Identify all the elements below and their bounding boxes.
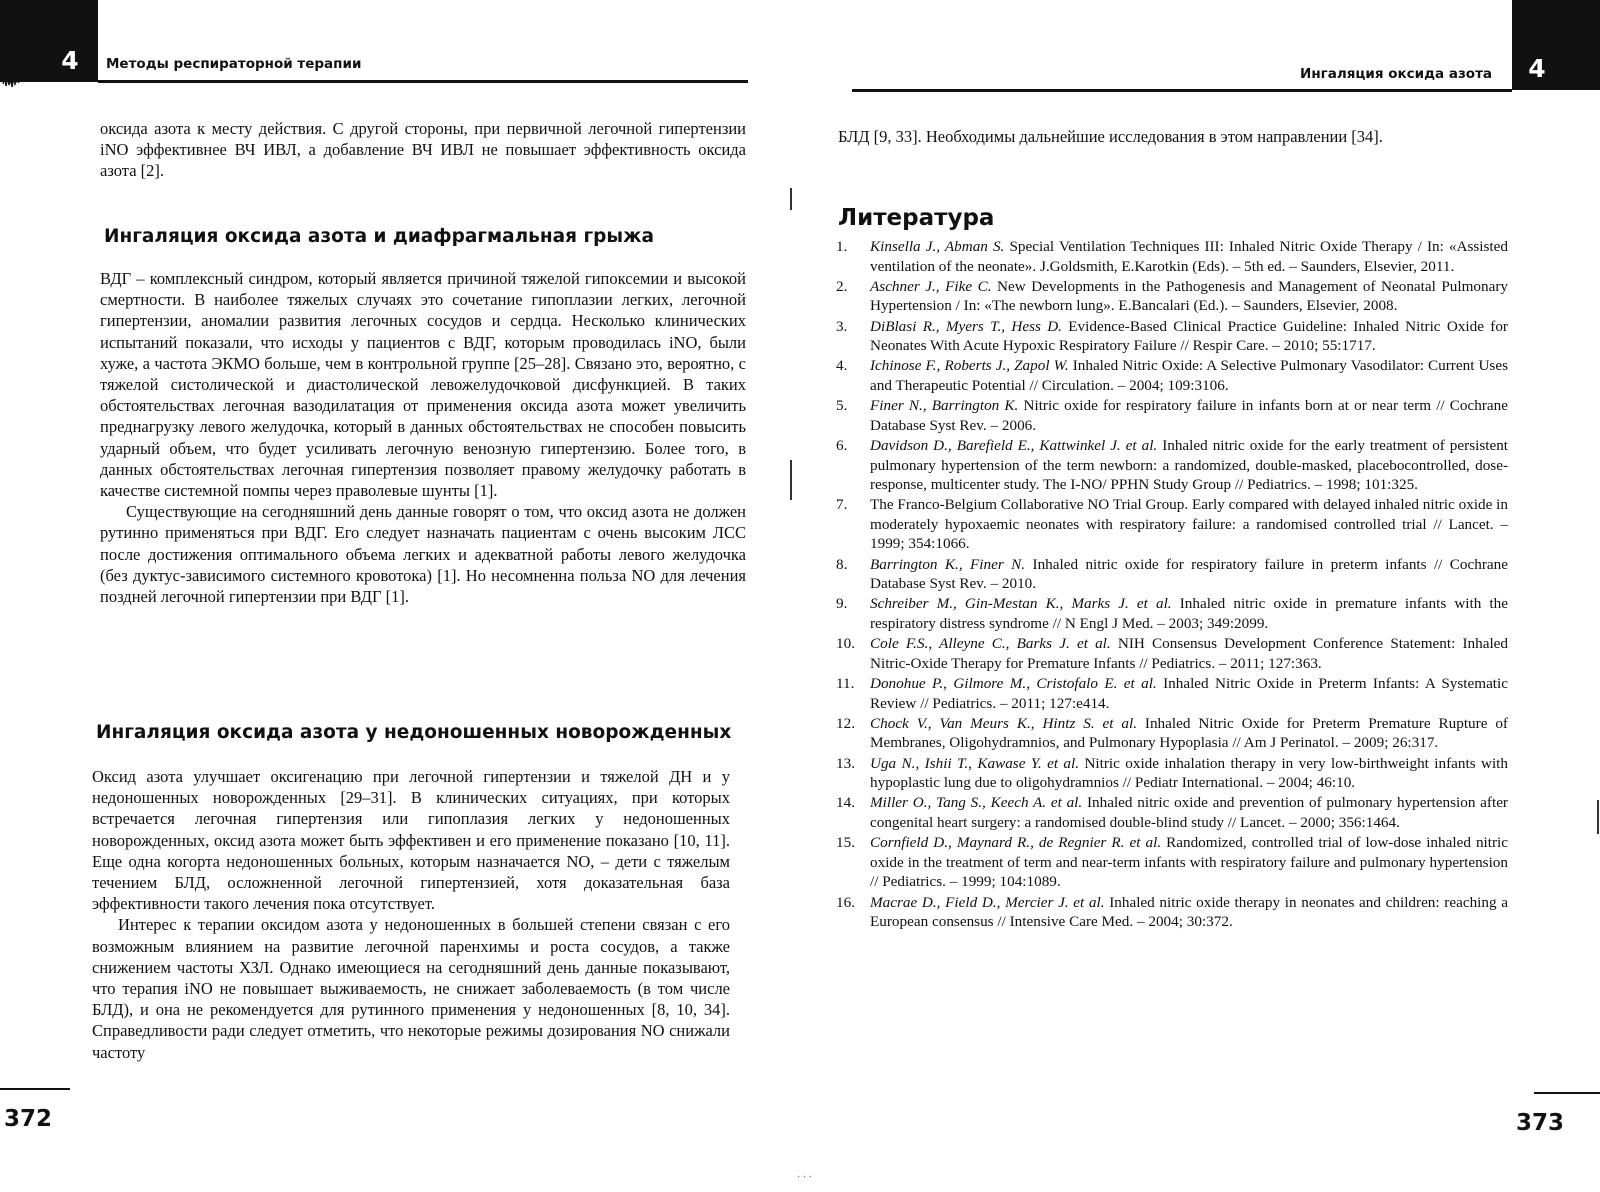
reference-text	[870, 594, 1508, 633]
page-number: 372	[4, 1106, 53, 1132]
reference-text	[870, 555, 1508, 594]
reference-citation: Evidence-Based Clinical Practice Guideline: Inhaled Nitric Oxide for Neonates With Acute Hypoxic Respiratory Failure // Respir Care. – 2010; 55:1717.	[870, 317, 1508, 355]
reference-item	[836, 833, 1508, 892]
reference-list	[836, 237, 1508, 932]
reference-item	[836, 674, 1508, 713]
reference-number: 14.	[836, 794, 855, 812]
reference-citation: New Developments in the Pathogenesis and Management of Neonatal Pulmonary Hypertension / In: «The newborn lung». E.Bancalari (Ed.). – Saunders, Elsevier, 2008.	[870, 277, 1508, 315]
paragraph: Интерес к терапии оксидом азота у недоношенных в большей степени связан с его возможным влиянием на развитие легочной паренхимы и роста сосудов, а также снижением частоты ХЗЛ. Однако имеющиеся на сегодняшний день данные показывают, что терапия iNO не повышает выживаемость, не снижает заболеваемость (в том числе БЛД), и она не рекомендуется для рутинного применения у недоношенных [8, 10, 34]. Справедливости ради следует отметить, что некоторые режимы дозирования NO снижали частоту	[92, 915, 730, 1062]
reference-authors: Kinsella J., Abman S.	[870, 238, 1005, 255]
paragraph: ВДГ – комплексный синдром, который является причиной тяжелой гипоксемии и высокой смертности. В наиболее тяжелых случаях это сочетание гипоплазии легких, легочной гипертензии, аномалии развития легочных сосудов и сердца. Несколько клинических испытаний показали, что исходы у пациентов с ВДГ, которым проводилась iNO, были хуже, а частота ЭКМО больше, чем в контрольной группе [25–28]. Связано это, вероятно, с тяжелой систолической и диастолической левожелудочковой дисфункцией. В таких обстоятельствах легочная вазодилатация от применения оксида азота может увеличить преднагрузку левого желудочка, который в данных обстоятельствах не способен повысить ударный объем, что будет усиливать легочную венозную гипертензию. Более того, в данных обстоятельствах легочная гипертензия позволяет правому желудочку работать в качестве системной помпы через праволевые шунты [1].	[100, 269, 746, 501]
reference-item	[836, 893, 1508, 932]
reference-authors: Cornfield D., Maynard R., de Regnier R. et al.	[870, 834, 1162, 852]
reference-number: 10.	[836, 635, 855, 653]
reference-authors: Finer N., Barrington K.	[870, 397, 1019, 415]
reference-item	[836, 396, 1508, 435]
reference-item	[836, 754, 1508, 793]
reference-text	[870, 833, 1508, 892]
reference-citation: Inhaled nitric oxide therapy in neonates and children: reaching a European consensus // Intensive Care Med. – 2004; 30:372.	[870, 893, 1508, 931]
reference-authors: Donohue P., Gilmore M., Cristofalo E. et al.	[870, 675, 1157, 692]
reference-item	[836, 436, 1508, 495]
reference-item	[836, 594, 1508, 633]
reference-text	[870, 893, 1508, 932]
right-page	[790, 0, 1600, 1192]
paragraph: оксида азота к месту действия. С другой стороны, при первичной легочной гипертензии iNO эффективнее ВЧ ИВЛ, а добавление ВЧ ИВЛ не повышает эффективность оксида азота [2].	[100, 119, 746, 181]
running-head: Ингаляция оксида азота	[1300, 66, 1492, 82]
chapter-tab: 4	[1512, 0, 1600, 90]
reference-number: 13.	[836, 754, 855, 772]
reference-citation: Inhaled nitric oxide in premature infants with the respiratory distress syndrome // N Engl J Med. – 2003; 349:2099.	[870, 595, 1508, 633]
reference-number: 2.	[836, 277, 848, 295]
reference-item	[836, 237, 1508, 276]
reference-number: 4.	[836, 357, 848, 375]
reference-citation: Randomized, controlled trial of low-dose inhaled nitric oxide in the treatment of term and near-term infants with respiratory failure and pulmonary hypertension // Pediatrics. – 1999; 104:1089.	[870, 834, 1508, 891]
scan-artifact-icon	[2, 74, 28, 88]
reference-number: 7.	[836, 496, 848, 514]
reference-number: 8.	[836, 555, 848, 573]
reference-citation: NIH Consensus Development Conference Statement: Inhaled Nitric-Oxide Therapy for Premature Infants // Pediatrics. – 2011; 127:363.	[870, 635, 1508, 672]
section-body	[100, 268, 746, 607]
reference-citation: Inhaled Nitric Oxide in Preterm Infants: A Systematic Review // Pediatrics. – 2011; 127:e414.	[870, 675, 1508, 712]
reference-item	[836, 634, 1508, 673]
footer-rule	[1534, 1092, 1600, 1094]
reference-item	[836, 356, 1508, 395]
reference-text	[870, 317, 1508, 356]
reference-citation: Special Ventilation Techniques III: Inhaled Nitric Oxide Therapy / In: «Assisted ventilation of the neonate». J.Goldsmith, E.Karotkin (Eds). – 5th ed. – Saunders, Elsevier, 2011.	[870, 238, 1508, 275]
reference-authors: Miller O., Tang S., Keech A. et al.	[870, 794, 1083, 812]
lead-paragraph: БЛД [9, 33]. Необходимы дальнейшие исследования в этом направлении [34].	[838, 127, 1383, 146]
header-rule	[852, 89, 1512, 92]
margin-mark	[1597, 800, 1599, 834]
reference-citation: Inhaled Nitric Oxide: A Selective Pulmonary Vasodilator: Current Uses and Therapeutic Potential // Circulation. – 2004; 109:3106.	[870, 357, 1508, 394]
reference-text	[870, 396, 1508, 435]
reference-number: 1.	[836, 238, 848, 255]
reference-text	[870, 793, 1508, 832]
reference-number: 9.	[836, 595, 848, 613]
reference-item	[836, 793, 1508, 832]
reference-authors: Uga N., Ishii T., Kawase Y. et al.	[870, 754, 1080, 772]
reference-citation: The Franco-Belgium Collaborative NO Trial Group. Early compared with delayed inhaled nitric oxide in moderately hypoxaemic neonates with respiratory failure: a randomised controlled trial // Lancet. – 1999; 354:1066.	[870, 496, 1508, 553]
reference-text	[870, 714, 1508, 753]
reference-citation: Nitric oxide inhalation therapy in very low-birthweight infants with hypoplastic lung due to oligohydramnios // Pediatr International. – 2004; 46:10.	[870, 754, 1508, 792]
reference-text	[870, 356, 1508, 395]
reference-citation: Nitric oxide for respiratory failure in infants born at or near term // Cochrane Database Syst Rev. – 2006.	[870, 397, 1508, 434]
gutter-mark: · · ·	[797, 1172, 812, 1183]
paragraph: Существующие на сегодняшний день данные говорят о том, что оксид азота не должен рутинно применяться при ВДГ. Его следует назначать пациентам с очень высоким ЛСС после достижения оптимального объема легких и адекватной работы левого желудочка (без дуктус-зависимого системного кровотока) [1]. Но несомненна польза NO для лечения поздней легочной гипертензии при ВДГ [1].	[100, 502, 746, 607]
reference-number: 15.	[836, 834, 855, 852]
reference-item	[836, 714, 1508, 753]
reference-number: 16.	[836, 893, 855, 911]
reference-text	[870, 754, 1508, 793]
reference-authors: Macrae D., Field D., Mercier J. et al.	[870, 893, 1105, 911]
margin-mark	[790, 188, 792, 210]
header-rule	[98, 80, 748, 83]
chapter-tab: 4	[0, 0, 98, 82]
reference-authors: DiBlasi R., Myers T., Hess D.	[870, 317, 1062, 335]
page-number: 373	[1515, 1110, 1564, 1136]
reference-text	[870, 277, 1508, 316]
section-title: Ингаляция оксида азота и диафрагмальная грыжа	[104, 226, 654, 247]
reference-number: 6.	[836, 436, 848, 454]
reference-text	[870, 495, 1508, 554]
reference-number: 5.	[836, 397, 848, 415]
reference-authors: Barrington K., Finer N.	[870, 555, 1026, 573]
reference-text	[870, 237, 1508, 276]
reference-authors: Cole F.S., Alleyne C., Barks J. et al.	[870, 635, 1111, 653]
left-page	[0, 0, 790, 1192]
reference-item	[836, 317, 1508, 356]
running-head: Методы респираторной терапии	[106, 56, 362, 72]
reference-authors: Aschner J., Fike C.	[870, 277, 992, 295]
reference-authors: Chock V., Van Meurs K., Hintz S. et al.	[870, 714, 1138, 732]
reference-number: 12.	[836, 714, 855, 732]
reference-item	[836, 555, 1508, 594]
reference-authors: Schreiber M., Gin-Mestan K., Marks J. et al.	[870, 595, 1172, 613]
reference-citation: Inhaled nitric oxide and prevention of pulmonary hypertension after congenital heart surgery: a randomised double-blind study // Lancet. – 2000; 356:1464.	[870, 794, 1508, 831]
section-body	[92, 766, 730, 1063]
reference-number: 3.	[836, 317, 848, 335]
reference-text	[870, 674, 1508, 713]
margin-mark	[790, 460, 792, 500]
reference-citation: Inhaled Nitric Oxide for Preterm Premature Rupture of Membranes, Oligohydramnios, and Pulmonary Hypoplasia // Am J Perinatol. – 2009; 26:317.	[870, 714, 1508, 752]
footer-rule	[0, 1088, 70, 1090]
references-title: Литература	[838, 205, 995, 231]
reference-authors: Ichinose F., Roberts J., Zapol W.	[870, 357, 1069, 375]
reference-citation: Inhaled nitric oxide for the early treatment of persistent pulmonary hypertension of the term newborn: a randomized, double-masked, placebocontrolled, dose-response, multicenter study. The I-NO/ PPHN Study Group // Pediatrics. – 1998; 101:325.	[870, 436, 1509, 494]
section-title: Ингаляция оксида азота у недоношенных новорожденных	[96, 722, 732, 743]
reference-authors: Davidson D., Barefield E., Kattwinkel J. et al.	[870, 436, 1158, 454]
reference-text	[870, 634, 1508, 673]
paragraph: Оксид азота улучшает оксигенацию при легочной гипертензии и тяжелой ДН и у недоношенных новорожденных [29–31]. В клинических ситуациях, при которых встречается легочная гипертензия или гипоплазия легких у недоношенных новорожденных, оксид азота может быть эффективен и его применение показано [10, 11]. Еще одна когорта недоношенных больных, которым назначается NO, – дети с тяжелым течением БЛД, осложненной легочной гипертензией, хотя доказательная база эффективности такого лечения пока отсутствует.	[92, 767, 730, 914]
reference-item	[836, 495, 1508, 554]
reference-item	[836, 277, 1508, 316]
intro-paragraph	[100, 118, 746, 182]
reference-text	[870, 436, 1508, 495]
reference-citation: Inhaled nitric oxide for respiratory failure in preterm infants // Cochrane Database Syst Rev. – 2010.	[870, 555, 1508, 593]
reference-number: 11.	[836, 675, 855, 692]
